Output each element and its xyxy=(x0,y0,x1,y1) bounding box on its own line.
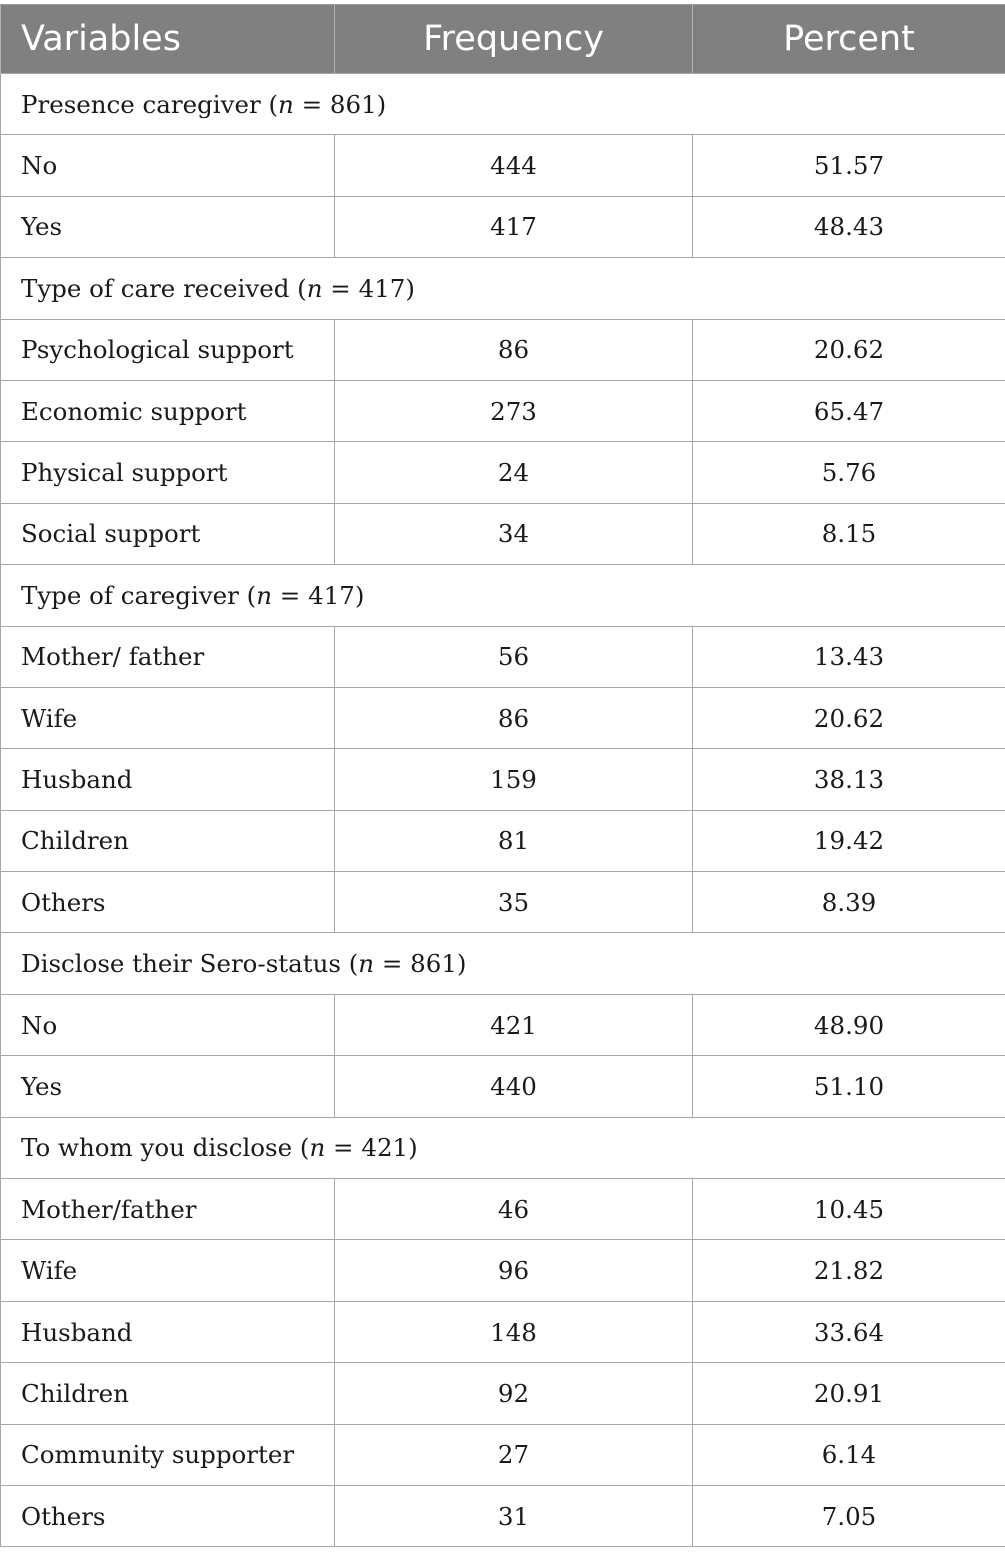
table-row xyxy=(1,319,1005,380)
header-percent: Percent xyxy=(693,5,1005,74)
row-percent: 20.62 xyxy=(693,319,1005,380)
row-percent: 5.76 xyxy=(693,442,1005,503)
table-body xyxy=(1,74,1005,1547)
row-frequency: 35 xyxy=(335,872,693,933)
row-frequency: 92 xyxy=(335,1363,693,1424)
header-variables: Variables xyxy=(1,5,335,74)
table-row xyxy=(1,626,1005,687)
row-label: Others xyxy=(1,1485,335,1546)
row-frequency: 444 xyxy=(335,135,693,196)
row-label: Community supporter xyxy=(1,1424,335,1485)
sample-size-symbol: n xyxy=(358,949,375,979)
row-frequency: 417 xyxy=(335,196,693,257)
section-header-row xyxy=(1,565,1005,626)
sample-size-symbol: n xyxy=(256,580,272,610)
section-header-row xyxy=(1,74,1005,135)
row-percent: 6.14 xyxy=(693,1424,1005,1485)
frequency-table xyxy=(0,4,1005,1547)
section-title-text: Type of care received ( xyxy=(21,273,307,303)
table-row xyxy=(1,503,1005,564)
table-row xyxy=(1,196,1005,257)
section-header-row xyxy=(1,933,1005,994)
sample-size-value: = 861) xyxy=(374,949,467,979)
row-frequency: 86 xyxy=(335,319,693,380)
row-percent: 8.15 xyxy=(693,503,1005,564)
row-label: Mother/ father xyxy=(1,626,335,687)
sample-size-value: = 861) xyxy=(293,89,387,119)
row-label: Economic support xyxy=(1,380,335,441)
row-percent: 33.64 xyxy=(693,1301,1005,1362)
row-label: Yes xyxy=(1,196,335,257)
row-frequency: 34 xyxy=(335,503,693,564)
sample-size-symbol: n xyxy=(278,89,294,119)
row-percent: 21.82 xyxy=(693,1240,1005,1301)
table-row xyxy=(1,1056,1005,1117)
row-percent: 10.45 xyxy=(693,1179,1005,1240)
row-percent: 20.91 xyxy=(693,1363,1005,1424)
row-percent: 51.10 xyxy=(693,1056,1005,1117)
table-row xyxy=(1,1179,1005,1240)
table-row xyxy=(1,994,1005,1055)
row-label: Physical support xyxy=(1,442,335,503)
row-label: Others xyxy=(1,872,335,933)
row-percent: 38.13 xyxy=(693,749,1005,810)
section-title-text: Presence caregiver ( xyxy=(21,89,279,119)
row-percent: 7.05 xyxy=(693,1485,1005,1546)
table-header xyxy=(1,5,1005,74)
section-title xyxy=(1,1117,1005,1178)
row-frequency: 148 xyxy=(335,1301,693,1362)
row-percent: 48.90 xyxy=(693,994,1005,1055)
section-header-row xyxy=(1,258,1005,319)
row-label: Wife xyxy=(1,687,335,748)
row-label: Yes xyxy=(1,1056,335,1117)
row-label: Children xyxy=(1,1363,335,1424)
row-frequency: 31 xyxy=(335,1485,693,1546)
table-row xyxy=(1,1301,1005,1362)
row-frequency: 27 xyxy=(335,1424,693,1485)
header-frequency: Frequency xyxy=(335,5,693,74)
table-row xyxy=(1,135,1005,196)
table-row xyxy=(1,1485,1005,1546)
row-percent: 48.43 xyxy=(693,196,1005,257)
section-title-text: Disclose their Sero-status ( xyxy=(21,949,359,979)
row-percent: 13.43 xyxy=(693,626,1005,687)
row-percent: 8.39 xyxy=(693,872,1005,933)
sample-size-symbol: n xyxy=(306,273,323,303)
section-header-row xyxy=(1,1117,1005,1178)
section-title xyxy=(1,565,1005,626)
table-row xyxy=(1,380,1005,441)
row-label: Psychological support xyxy=(1,319,335,380)
row-label: No xyxy=(1,994,335,1055)
row-frequency: 46 xyxy=(335,1179,693,1240)
table-row xyxy=(1,442,1005,503)
row-frequency: 421 xyxy=(335,994,693,1055)
row-label: Husband xyxy=(1,1301,335,1362)
section-title xyxy=(1,933,1005,994)
table-row xyxy=(1,810,1005,871)
row-frequency: 56 xyxy=(335,626,693,687)
row-percent: 19.42 xyxy=(693,810,1005,871)
row-percent: 20.62 xyxy=(693,687,1005,748)
section-title-text: Type of caregiver ( xyxy=(21,580,257,610)
sample-size-value: = 421) xyxy=(325,1133,418,1163)
row-frequency: 96 xyxy=(335,1240,693,1301)
sample-size-value: = 417) xyxy=(272,580,365,610)
row-frequency: 159 xyxy=(335,749,693,810)
sample-size-symbol: n xyxy=(309,1133,326,1163)
section-title-text: To whom you disclose ( xyxy=(21,1133,310,1163)
header-row xyxy=(1,5,1005,74)
table-row xyxy=(1,1240,1005,1301)
section-title xyxy=(1,74,1005,135)
row-frequency: 440 xyxy=(335,1056,693,1117)
sample-size-value: = 417) xyxy=(322,273,415,303)
row-percent: 51.57 xyxy=(693,135,1005,196)
row-label: Children xyxy=(1,810,335,871)
row-label: Mother/father xyxy=(1,1179,335,1240)
row-percent: 65.47 xyxy=(693,380,1005,441)
row-frequency: 24 xyxy=(335,442,693,503)
row-frequency: 86 xyxy=(335,687,693,748)
table-row xyxy=(1,1424,1005,1485)
row-label: No xyxy=(1,135,335,196)
section-title xyxy=(1,258,1005,319)
table-row xyxy=(1,1363,1005,1424)
row-frequency: 273 xyxy=(335,380,693,441)
row-label: Social support xyxy=(1,503,335,564)
table-row xyxy=(1,749,1005,810)
row-label: Wife xyxy=(1,1240,335,1301)
row-frequency: 81 xyxy=(335,810,693,871)
table-row xyxy=(1,687,1005,748)
table-row xyxy=(1,872,1005,933)
row-label: Husband xyxy=(1,749,335,810)
